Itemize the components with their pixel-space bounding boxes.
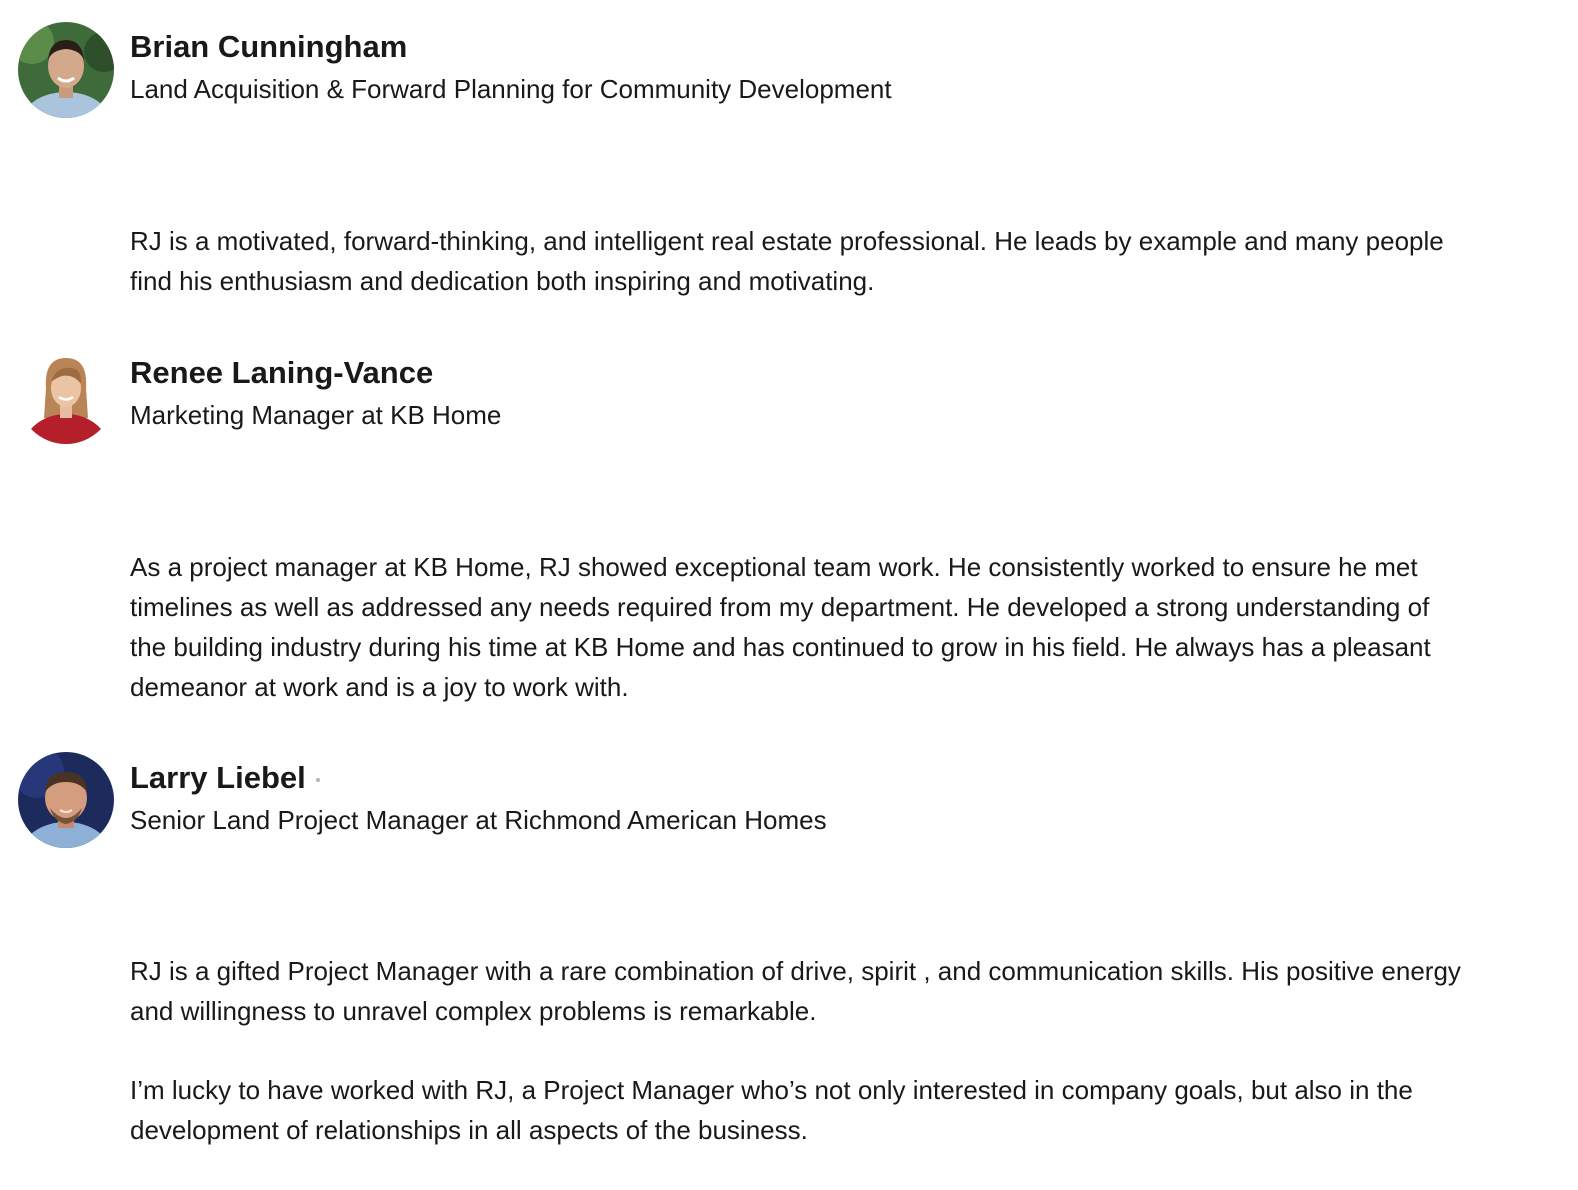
- recommender-headline: Senior Land Project Manager at Richmond American Homes: [130, 805, 827, 835]
- recommendation-text: I’m lucky to have worked with RJ, a Project Manager who’s not only interested in company goals, but also in the development of relationships in all aspects of the business.: [130, 1075, 1413, 1145]
- avatar[interactable]: [18, 752, 114, 848]
- recommender-name[interactable]: Renee Laning-Vance: [130, 355, 434, 390]
- separator-dot-icon: [316, 778, 320, 782]
- recommender-name-text: Larry Liebel: [130, 760, 306, 795]
- recommendation-text: As a project manager at KB Home, RJ showed exceptional team work. He consistently worked to ensure he met timelines as well as addressed any needs required from my department. He developed a strong understanding of the building industry during his time at KB Home and has continued to grow in his field. He always has a pleasant demeanor at work and is a joy to work with.: [130, 552, 1431, 702]
- recommendation-text: RJ is a gifted Project Manager with a rare combination of drive, spirit , and communication skills. His positive energy and willingness to unravel complex problems is remarkable.: [130, 956, 1461, 1026]
- recommender-name[interactable]: [130, 760, 320, 796]
- person-photo-avatar-icon: [18, 752, 114, 848]
- recommendation-text: RJ is a motivated, forward-thinking, and intelligent real estate professional. He leads by example and many people find his enthusiasm and dedication both inspiring and motivating.: [130, 226, 1444, 296]
- recommender-headline: Land Acquisition & Forward Planning for Community Development: [130, 74, 892, 104]
- recommender-name[interactable]: Brian Cunningham: [130, 29, 408, 64]
- recommender-headline: Marketing Manager at KB Home: [130, 400, 502, 430]
- person-photo-avatar-icon: [18, 22, 114, 118]
- person-photo-avatar-icon: [18, 348, 114, 444]
- avatar[interactable]: [18, 348, 114, 444]
- avatar[interactable]: [18, 22, 114, 118]
